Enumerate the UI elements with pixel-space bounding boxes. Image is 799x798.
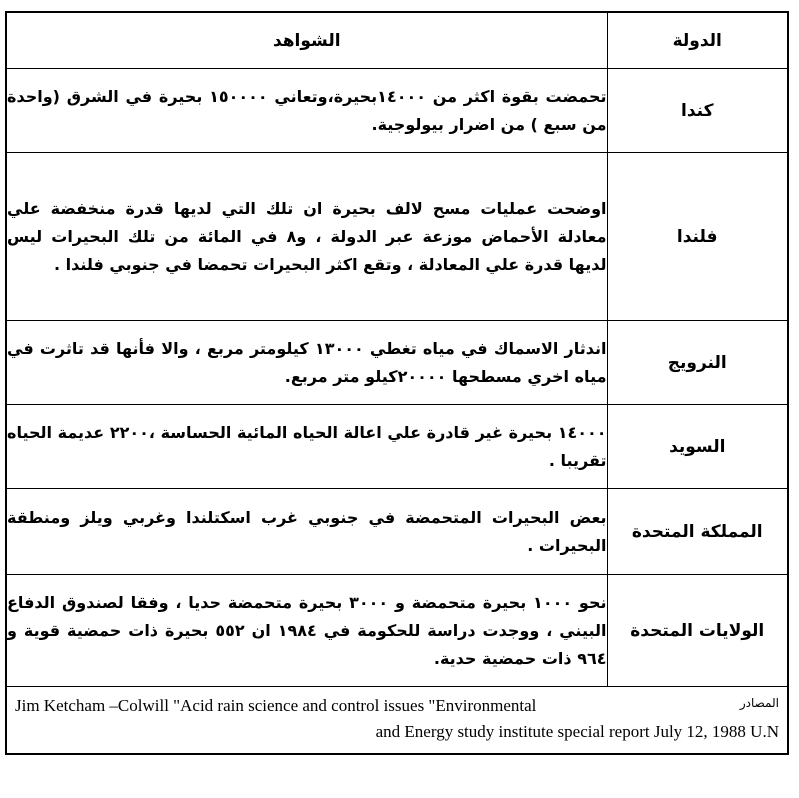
source-cell — [6, 687, 788, 755]
evidence-cell — [6, 575, 607, 687]
evidence-text: بعض البحيرات المتحمضة في جنوبي غرب اسكتلندا وغربي ويلز ومنطقة البحيرات . — [7, 507, 607, 555]
table-row — [6, 69, 788, 153]
table-row — [6, 405, 788, 489]
evidence-text: اوضحت عمليات مسح لالف بحيرة ان تلك التي لديها قدرة منخفضة علي معادلة الأحماض موزعة عبر الدولة ، و٨ في المائة من تلك البحيرات ليس لديها قدرة علي المعادلة ، وتقع اكثر البحيرات تحمضا في جنوبي فلندا . — [7, 198, 607, 274]
country-cell: الولايات المتحدة — [607, 575, 788, 687]
table-row — [6, 575, 788, 687]
table-row — [6, 321, 788, 405]
header-evidence: الشواهد — [6, 12, 607, 69]
country-cell: فلندا — [607, 153, 788, 321]
table-row — [6, 153, 788, 321]
evidence-text: نحو ١٠٠٠ بحيرة متحمضة و ٣٠٠٠ بحيرة متحمضة حديا ، وفقا لصندوق الدفاع البيني ، ووجدت دراسة للحكومة في ١٩٨٤ ان ٥٥٢ بحيرة ذات حمضية قوية و ٩٦٤ ذات حمضية حدية. — [7, 592, 607, 668]
evidence-text: اندثار الاسماك في مياه تغطي ١٣٠٠٠ كيلومتر مربع ، والا فأنها قد تاثرت في مياه اخري مسطحها ٢٠٠٠٠كيلو متر مربع. — [7, 338, 607, 386]
country-cell: كندا — [607, 69, 788, 153]
header-country: الدولة — [607, 12, 788, 69]
country-cell: السويد — [607, 405, 788, 489]
evidence-text: تحمضت بقوة اكثر من ١٤٠٠٠بحيرة،وتعاني ١٥٠٠٠٠ بحيرة في الشرق (واحدة من سبع ) من اضرار بيولوجية. — [7, 86, 607, 134]
source-line-2: and Energy study institute special report July 12, 1988 U.N — [375, 722, 779, 741]
source-row — [6, 687, 788, 755]
evidence-cell — [6, 489, 607, 575]
table-row — [6, 489, 788, 575]
acid-lakes-table — [5, 11, 789, 755]
country-cell: المملكة المتحدة — [607, 489, 788, 575]
source-line-1: Jim Ketcham –Colwill "Acid rain science and control issues "Environmental — [15, 696, 537, 715]
source-label: المصادر — [739, 696, 779, 710]
evidence-cell — [6, 321, 607, 405]
country-cell: النرويج — [607, 321, 788, 405]
evidence-text: ١٤٠٠٠ بحيرة غير قادرة علي اعالة الحياه المائية الحساسة ،٢٢٠٠ عديمة الحياه تقريبا . — [7, 422, 607, 470]
table-header-row — [6, 12, 788, 69]
evidence-cell — [6, 153, 607, 321]
evidence-cell — [6, 69, 607, 153]
evidence-cell — [6, 405, 607, 489]
